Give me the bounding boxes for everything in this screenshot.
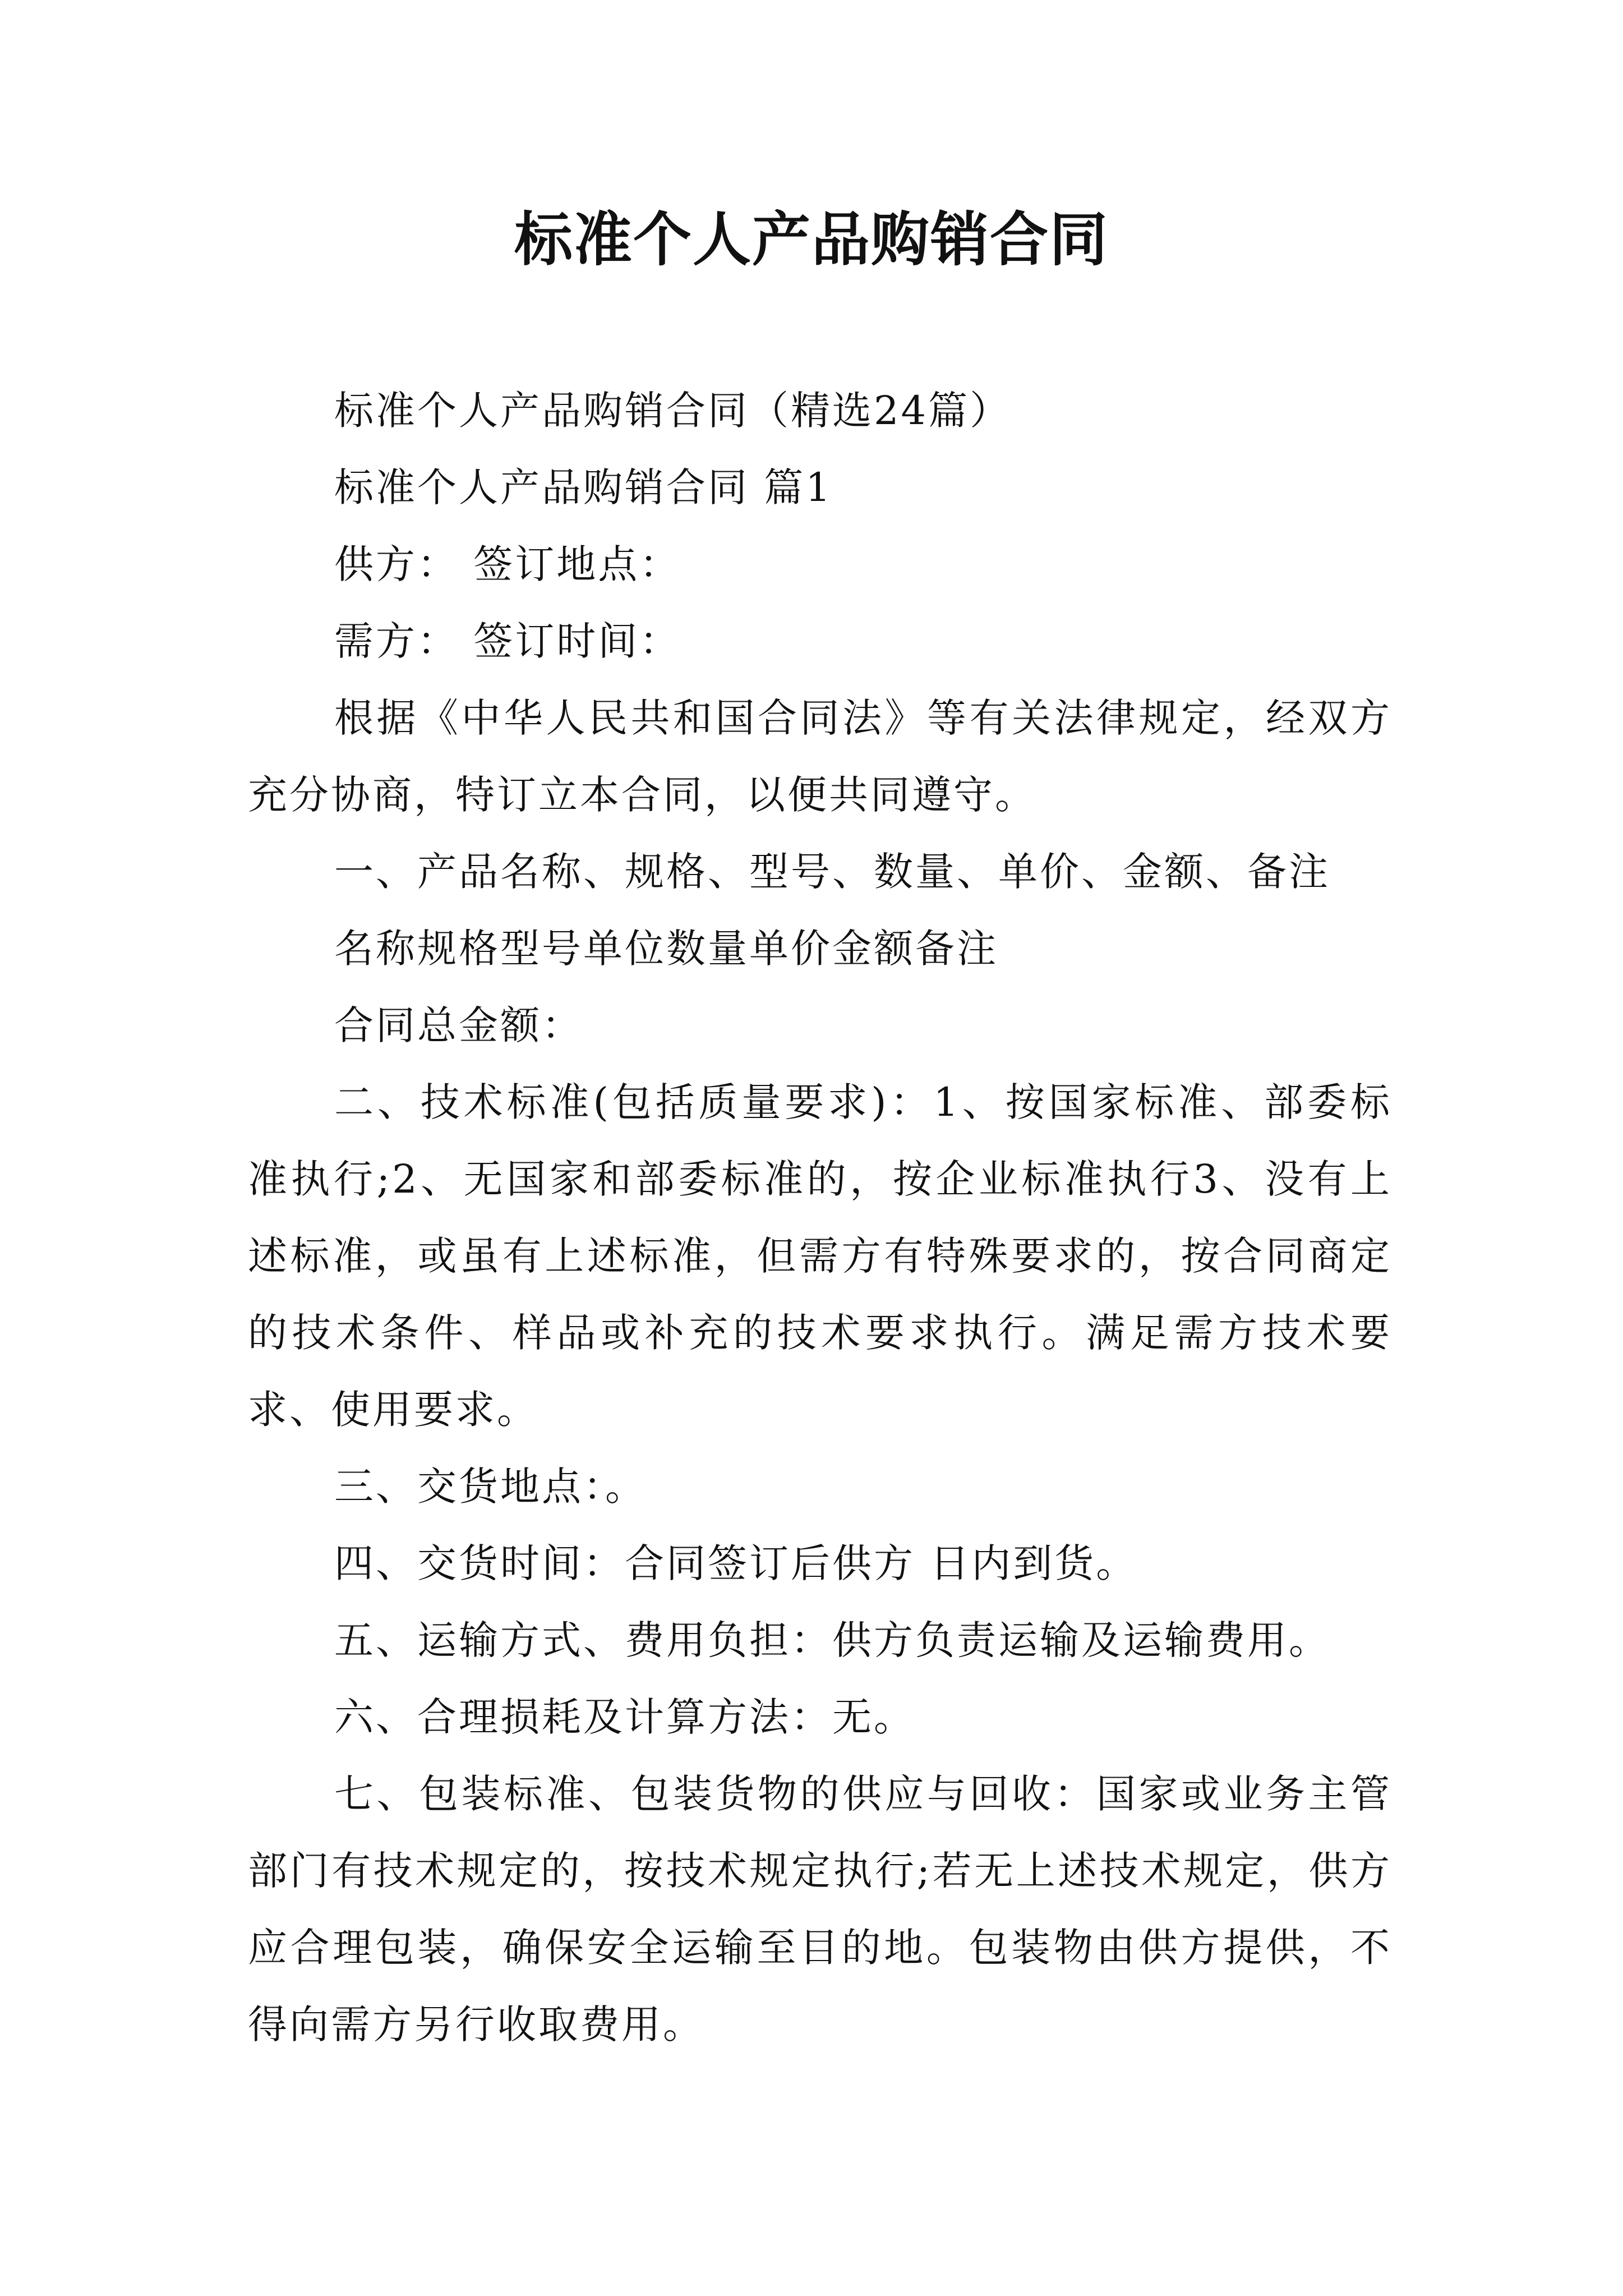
paragraph-preamble: 根据《中华人民共和国合同法》等有关法律规定，经双方充分协商，特订立本合同，以便共同遵守。 xyxy=(248,695,1392,818)
paragraph-clause-1: 一、产品名称、规格、型号、数量、单价、金额、备注 xyxy=(334,849,1330,895)
paragraph-clause-4: 四、交货时间：合同签订后供方 日内到货。 xyxy=(334,1540,1138,1586)
paragraph-clause-6: 六、合理损耗及计算方法：无。 xyxy=(334,1694,915,1740)
paragraph-buyer: 需方： 签订时间： xyxy=(334,618,681,664)
paragraph-supplier: 供方： 签订地点： xyxy=(334,541,681,587)
paragraph-clause-2: 二、技术标准(包括质量要求)：1、按国家标准、部委标准执行;2、无国家和部委标准的，按企业标准执行3、没有上述标准，或虽有上述标准，但需方有特殊要求的，按合同商定的技术条件、样品或补充的技术要求执行。满足需方技术要求、使用要求。 xyxy=(248,1079,1392,1433)
paragraph-clause-7: 七、包装标准、包装货物的供应与回收：国家或业务主管部门有技术规定的，按技术规定执行;若无上述技术规定，供方应合理包装，确保安全运输至目的地。包装物由供方提供，不得向需方另行收取费用。 xyxy=(248,1771,1392,2047)
document-body xyxy=(248,372,1392,2063)
paragraph-total-amount: 合同总金额： xyxy=(334,1002,583,1048)
paragraph-table-header: 名称规格型号单位数量单价金额备注 xyxy=(334,926,998,972)
document-title: 标准个人产品购销合同 xyxy=(514,205,1109,274)
paragraph-clause-3: 三、交货地点：。 xyxy=(334,1464,647,1510)
paragraph-subtitle: 标准个人产品购销合同（精选24篇） xyxy=(334,388,1012,434)
paragraph-section-heading: 标准个人产品购销合同 篇1 xyxy=(334,464,833,510)
paragraph-clause-5: 五、运输方式、费用负担：供方负责运输及运输费用。 xyxy=(334,1617,1330,1663)
